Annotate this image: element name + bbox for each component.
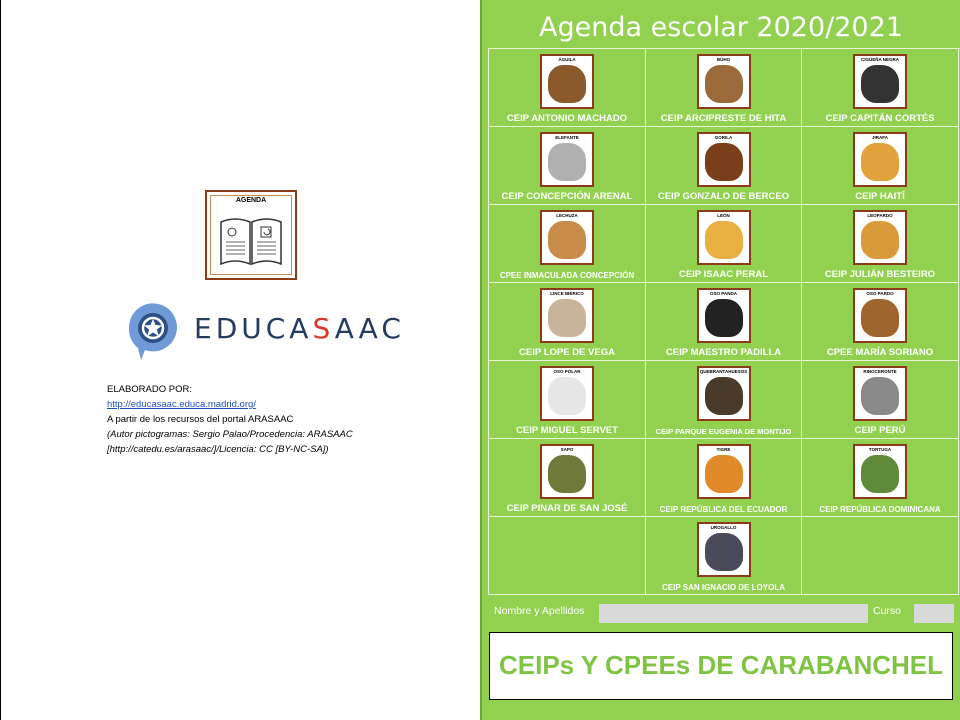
animal-label: LINCE IBÉRICO [550,291,584,296]
school-cell [802,283,959,361]
animal-icon [548,221,586,259]
school-name: CEIP ARCIPRESTE DE HITA [660,113,787,124]
school-name: CEIP JULIÁN BESTEIRO [824,269,936,280]
animal-pictogram [540,444,594,499]
school-cell [802,517,959,595]
animal-icon [861,377,899,415]
animal-icon [705,533,743,571]
animal-label: ELEFANTE [555,135,579,140]
animal-pictogram [540,288,594,343]
school-cell [646,517,802,595]
animal-label: OSO PANDA [710,291,737,296]
animal-icon [548,143,586,181]
animal-label: ÁGUILA [558,57,576,62]
animal-label: OSO PARDO [866,291,894,296]
animal-label: CIGÜEÑA NEGRA [860,57,900,62]
animal-label: LEOPARDO [867,213,893,218]
animal-pictogram [540,54,594,109]
footer-box [489,632,953,700]
school-cell [646,361,802,439]
school-cell [646,283,802,361]
school-name: CEIP SAN IGNACIO DE LOYOLA [662,583,785,592]
animal-pictogram [540,132,594,187]
animal-icon [705,143,743,181]
school-name: CEIP MIGUEL SERVET [516,425,618,436]
footer-title: CEIPs Y CPEEs DE CARABANCHEL [498,650,944,680]
animal-icon [548,299,586,337]
animal-label: GORILA [714,135,733,140]
name-field[interactable] [599,604,868,623]
animal-pictogram [697,132,751,187]
school-name: CEIP LOPE DE VEGA [519,347,615,358]
school-cell [489,517,646,595]
animal-icon [705,377,743,415]
animal-label: BÚHO [716,57,731,62]
school-cell [489,283,646,361]
animal-pictogram [540,366,594,421]
animal-pictogram [853,210,907,265]
animal-icon [861,455,899,493]
animal-label: SAPO [560,447,574,452]
animal-icon [548,65,586,103]
credits-source: A partir de los recursos del portal ARASAAC [107,414,294,425]
credits-author: (Autor pictogramas: Sergio Palao/Procedencia: ARASAAC [107,429,353,440]
school-cell [489,49,646,127]
animal-label: RINOCERONTE [863,369,897,374]
animal-pictogram [853,366,907,421]
school-name: CEIP CAPITÁN CORTÉS [825,113,935,124]
animal-icon [861,65,899,103]
animal-icon [548,455,586,493]
school-name: CEIP PERÚ [854,425,906,436]
school-name: CEIP REPÚBLICA DEL ECUADOR [659,505,788,514]
school-name: CPEE INMACULADA CONCEPCIÓN [499,271,635,280]
animal-pictogram [853,54,907,109]
name-row [482,602,960,624]
school-name: CEIP ISAAC PERAL [678,269,769,280]
school-name: CPEE MARÍA SORIANO [826,347,934,358]
animal-pictogram [697,288,751,343]
animal-label: QUEBRANTAHUESOS [699,369,748,374]
animal-label: LECHUZA [556,213,578,218]
school-cell [802,361,959,439]
animal-label: TIGRE [716,447,731,452]
school-name: CEIP HAITÍ [855,191,905,202]
school-cell [802,127,959,205]
logo-text-part1: EDUCA [194,312,313,345]
name-label: Nombre y Apellidos [494,605,585,617]
school-cell [489,439,646,517]
educasaac-logo-text [194,312,405,345]
animal-label: LEÓN [717,213,730,218]
animal-icon [705,299,743,337]
logo-text-part3: AAC [334,312,405,345]
school-cell [489,127,646,205]
school-name: CEIP PINAR DE SAN JOSÉ [506,503,628,514]
animal-pictogram [853,288,907,343]
curso-field[interactable] [914,604,954,623]
page-title: Agenda escolar 2020/2021 [539,12,903,43]
credits-heading: ELABORADO POR: [107,384,192,395]
agenda-pictogram [205,190,297,280]
animal-label: TORTUGA [868,447,892,452]
open-book-icon [217,212,285,270]
school-cell [802,439,959,517]
school-name: CEIP GONZALO DE BERCEO [657,191,790,202]
school-cell [646,439,802,517]
school-cell [489,205,646,283]
curso-label: Curso [873,605,902,617]
animal-icon [548,377,586,415]
animal-pictogram [697,210,751,265]
animal-icon [861,221,899,259]
school-name: CEIP ANTONIO MACHADO [506,113,628,124]
school-name: CEIP PARQUE EUGENIA DE MONTIJO [655,427,792,436]
animal-icon [861,299,899,337]
animal-icon [861,143,899,181]
school-name: CEIP CONCEPCIÓN ARENAL [501,191,633,202]
school-cell [646,205,802,283]
animal-label: UROGALLO [710,525,737,530]
animal-label: JIRAFA [871,135,888,140]
school-cell [802,49,959,127]
school-cell [489,361,646,439]
animal-pictogram [540,210,594,265]
animal-pictogram [697,444,751,499]
animal-pictogram [697,54,751,109]
school-name: CEIP REPÚBLICA DOMINICANA [819,505,941,514]
school-cell [646,127,802,205]
animal-icon [705,221,743,259]
school-cell [802,205,959,283]
animal-icon [705,65,743,103]
animal-pictogram [853,444,907,499]
animal-label: OSO POLAR [553,369,581,374]
credits-license: [http://catedu.es/arasaac/]/Licencia: CC [BY-NC-SA]) [107,444,329,455]
animal-icon [705,455,743,493]
animal-pictogram [853,132,907,187]
credits-link[interactable]: http://educasaac.educa.madrid.org/ [107,399,256,410]
educasaac-logo-icon [119,300,189,360]
logo-text-part2: S [312,312,335,345]
school-name: CEIP MAESTRO PADILLA [665,347,782,358]
school-cell [646,49,802,127]
animal-pictogram [697,366,751,421]
animal-pictogram [697,522,751,577]
credits-block [107,382,437,457]
agenda-pictogram-label: AGENDA [235,197,267,204]
school-grid [488,48,960,595]
right-page [480,0,960,720]
